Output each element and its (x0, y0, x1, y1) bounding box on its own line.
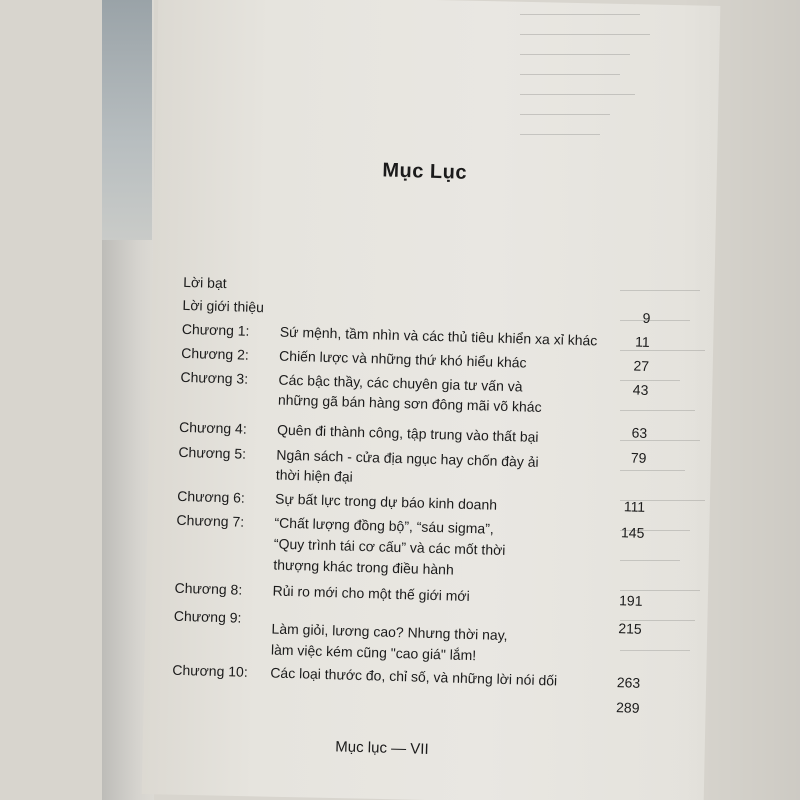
toc-page-number: 289 (615, 699, 640, 716)
page-footer: Mục lục — VII (335, 738, 429, 758)
page-title: Mục Lục (382, 159, 468, 184)
toc-page-number: 9 (642, 309, 651, 326)
toc-title: Ngân sách - cửa địa ngục hay chốn đày ải (276, 446, 539, 470)
toc-page-number: 191 (618, 592, 643, 609)
toc-title-line3: thượng khác trong điều hành (273, 556, 454, 578)
toc-page-number: 145 (620, 524, 645, 541)
toc-title-line2: thời hiện đại (275, 466, 353, 485)
toc-title: Quên đi thành công, tập trung vào thất bại (276, 421, 539, 445)
toc-page-number: 63 (631, 424, 648, 441)
toc-label: Chương 8: (174, 579, 243, 598)
toc-label: Chương 9: (173, 607, 242, 626)
toc-page-number: 11 (634, 333, 650, 350)
toc-label: Chương 5: (178, 443, 247, 462)
toc-page-number: 215 (618, 620, 642, 637)
toc-page-number: 263 (616, 674, 641, 691)
toc-title-line2: làm việc kém cũng "cao giá" lắm! (270, 641, 477, 664)
toc-page-number: 43 (632, 381, 649, 398)
toc-title: Các bậc thầy, các chuyên gia tư vấn và (278, 371, 523, 395)
toc-title: “Chất lượng đồng bộ”, “sáu sigma”, (274, 514, 494, 537)
toc-title: Các loại thước đo, chỉ số, và những lời nói dối (270, 664, 558, 689)
toc-label: Chương 2: (181, 344, 250, 363)
toc-title: Chiến lược và những thứ khó hiểu khác (278, 347, 527, 371)
toc-label: Lời giới thiệu (182, 296, 265, 316)
toc-page-number: 27 (633, 357, 650, 374)
toc-label: Chương 4: (178, 418, 247, 437)
toc-label: Chương 10: (172, 661, 248, 680)
toc-label: Chương 1: (181, 320, 250, 339)
toc-title: Rủi ro mới cho một thế giới mới (272, 582, 470, 605)
toc-label: Lời bạt (182, 273, 227, 292)
toc-page-number: 79 (630, 449, 647, 466)
toc-title-line2: “Quy trình tái cơ cấu” và các mốt thời (273, 535, 506, 558)
toc-label: Chương 6: (177, 487, 246, 506)
toc-title-line2: những gã bán hàng sơn đông mãi võ khác (277, 391, 542, 415)
toc-label: Chương 3: (180, 368, 249, 387)
page-shadow (680, 0, 800, 800)
toc-title: Làm giỏi, lương cao? Nhưng thời nay, (271, 620, 508, 644)
toc-title: Sứ mệnh, tầm nhìn và các thủ tiêu khiển xa xỉ khác (279, 323, 598, 349)
toc-page-number: 111 (623, 498, 646, 515)
toc-label: Chương 7: (176, 511, 245, 530)
toc-title: Sự bất lực trong dự báo kinh doanh (274, 490, 498, 513)
